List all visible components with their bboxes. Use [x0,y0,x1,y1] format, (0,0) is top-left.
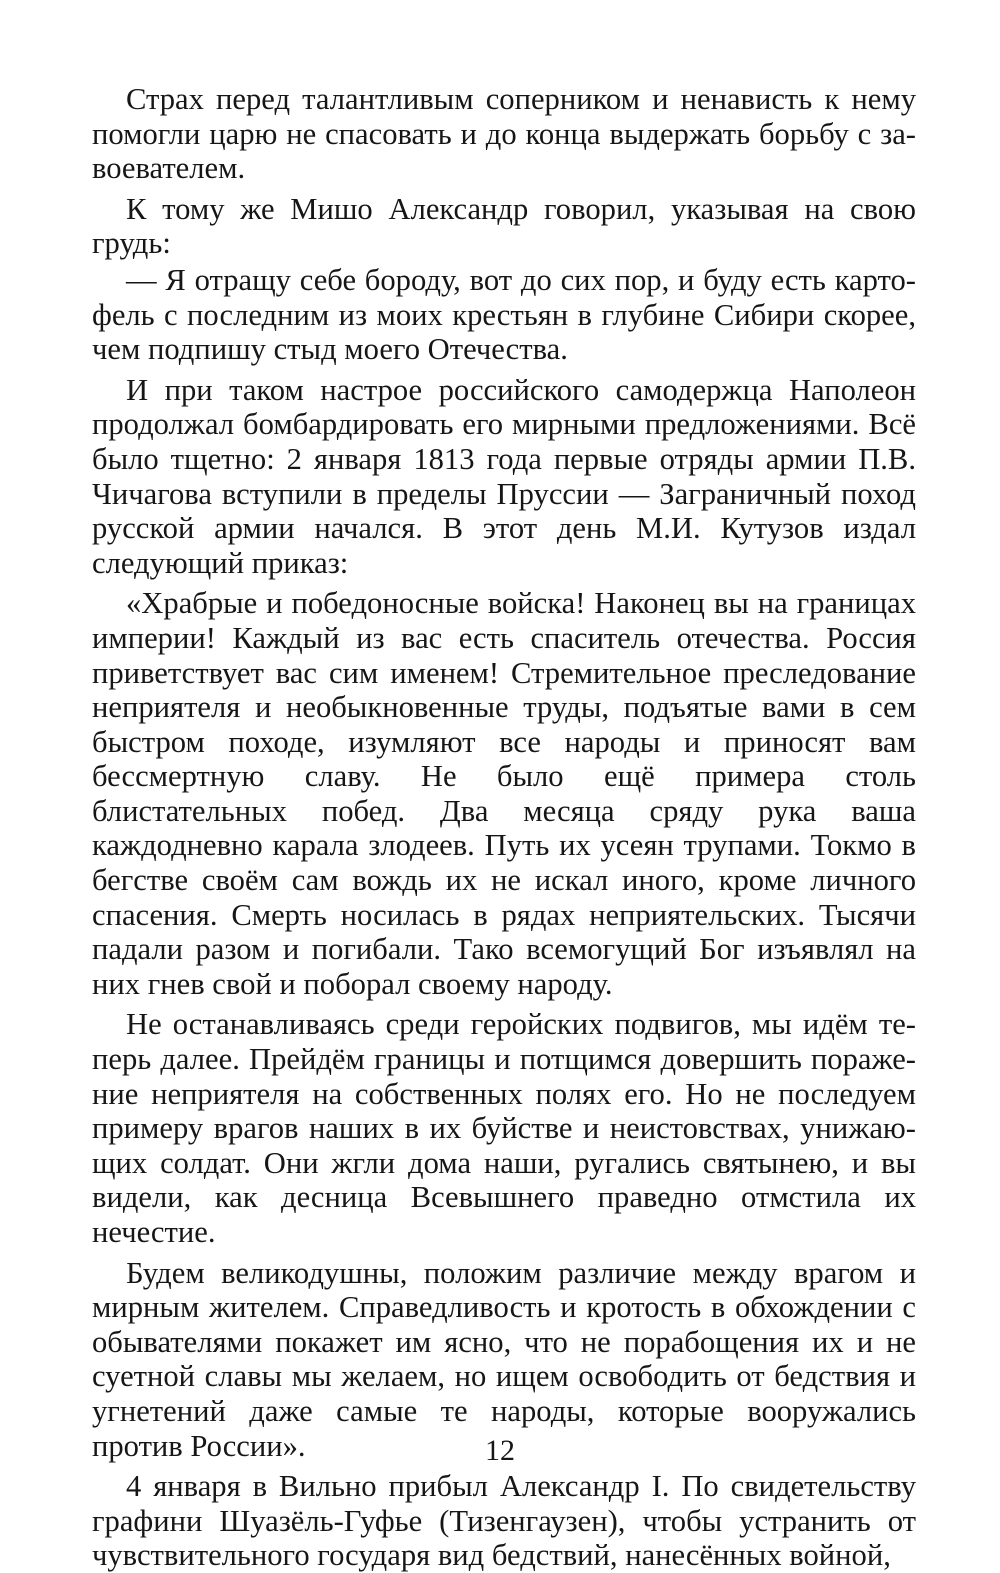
page-number: 12 [485,1434,515,1467]
paragraph-2: К тому же Мишо Александр говорил, указывая на свою грудь: [92,191,916,261]
paragraph-6-quote: Не останавливаясь среди геройских подвигов, мы идём теперь далее. Прейдём границы и потщимся довершить поражение неприятеля на собственных полях его. Но не последуем примеру врагов наших в их буйстве и неистовствах, унижающих солдат. Они жгли дома наши, ругались святынею, и вы видели, как десница Всевышнего праведно отмстила их нечестие. [92,1007,916,1249]
paragraph-1: Страх перед талантливым соперником и ненависть к нему помогли царю не спасовать и до конца выдержать борьбу с завоевателем. [92,82,916,186]
paragraph-7-quote-end: Будем великодушны, положим различие между врагом и мирным жителем. Справедливость и кротость в обхождении с обывателями покажет им ясно, что не порабощения их и не суетной славы мы желаем, но ищем освободить от бедствия и угнетений даже самые те народы, которые вооружались против России». [92,1255,916,1463]
paragraph-5-quote-start: «Храбрые и победоносные войска! Наконец вы на границах империи! Каждый из вас есть спаситель отечества. Россия приветствует вас сим именем! Стремительное преследование неприятеля и необыкновенные труды, подъятые вами в сем быстром походе, изумляют все народы и приносят вам бессмертную славу. Не было ещё примера столь блистательных побед. Два месяца сряду рука ваша каждодневно карала злодеев. Путь их усеян трупами. Токмо в бегстве своём сам вождь их не искал иного, кроме личного спасения. Смерть носилась в рядах неприятельских. Тысячи падали разом и погибали. Тако всемогущий Бог изъявлял на них гнев свой и поборал своему народу. [92,586,916,1001]
paragraph-4: И при таком настрое российского самодержца Наполеон продолжал бомбардировать его мирными предложениями. Всё было тщетно: 2 января 1813 года первые отряды армии П.В. Чичагова вступили в пределы Пруссии — Заграничный поход русской армии начался. В этот день М.И. Кутузов издал следующий приказ: [92,372,916,580]
page-text-body [92,82,916,1573]
paragraph-3: — Я отращу себе бороду, вот до сих пор, и буду есть картофель с последним из моих крестьян в глубине Сибири скорее, чем подпишу стыд моего Отечества. [92,262,916,367]
paragraph-8: 4 января в Вильно прибыл Александр I. По свидетельству графини Шуазёль-Гуфье (Тизенгаузен), чтобы устранить от чувствительного государя вид бедствий, нанесённых войной, [92,1469,916,1573]
